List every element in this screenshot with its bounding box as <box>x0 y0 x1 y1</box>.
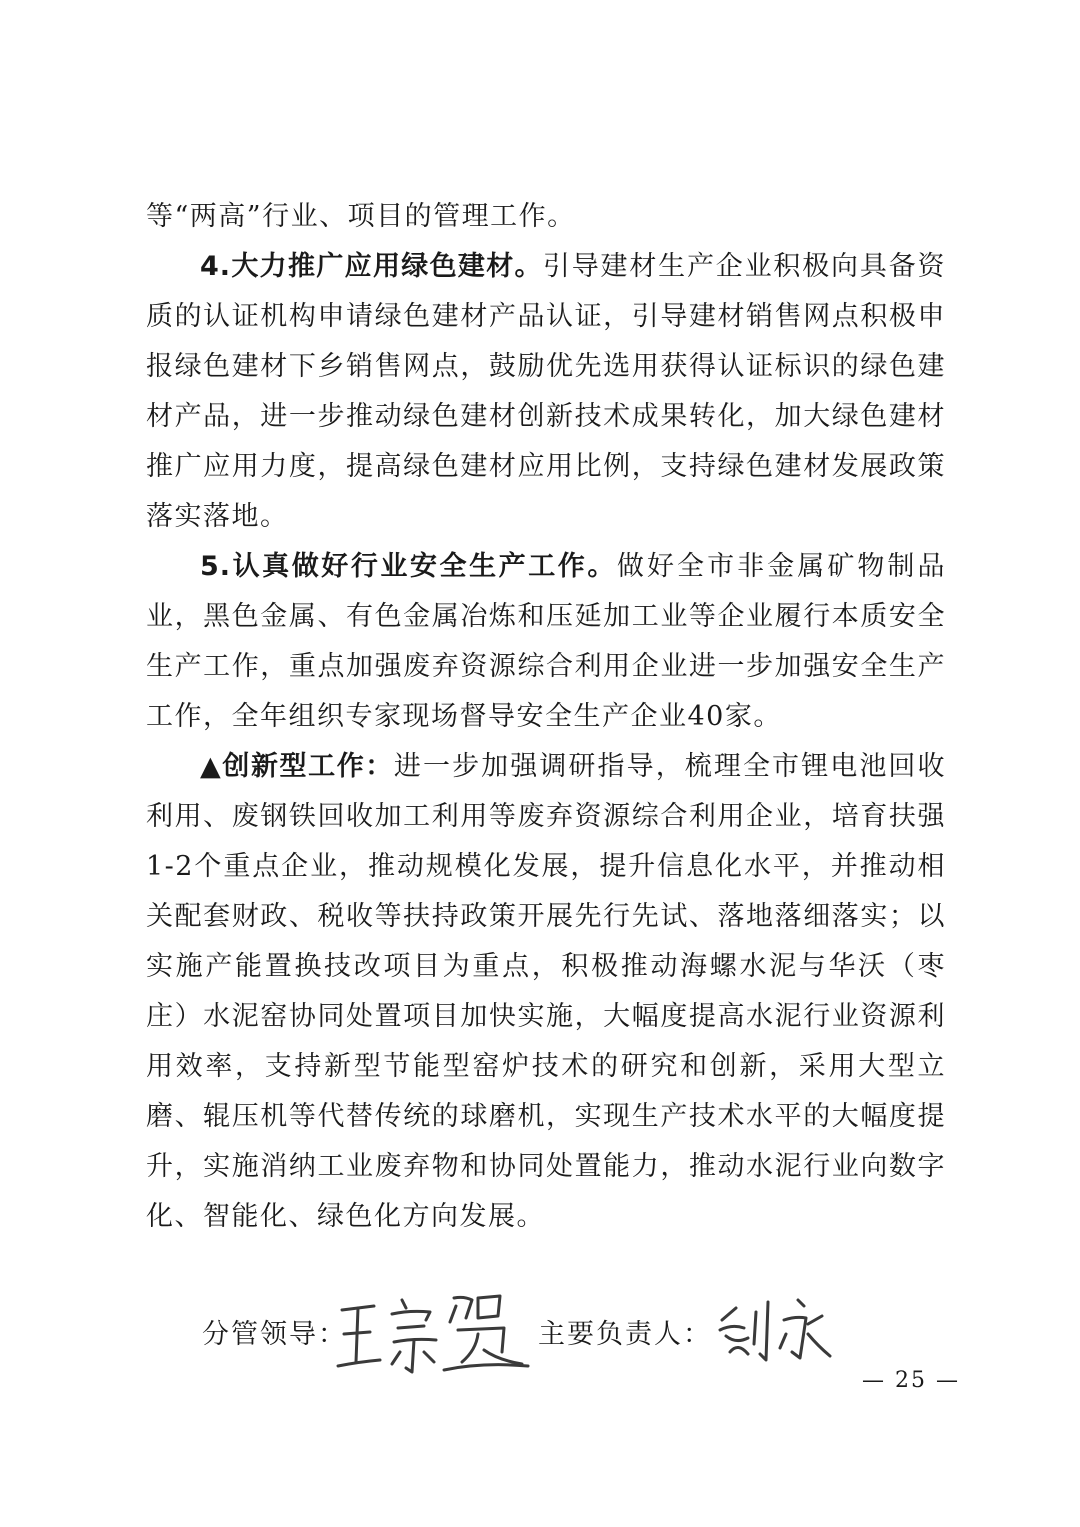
paragraph-text: 等“两高”行业、项目的管理工作。 <box>146 201 576 232</box>
paragraph-heading: 5.认真做好行业安全生产工作。 <box>200 551 617 582</box>
paragraph-heading: 4.大力推广应用绿色建材。 <box>200 251 543 282</box>
paragraph-heading: ▲创新型工作： <box>200 751 394 782</box>
paragraph-continuation <box>146 192 946 242</box>
paragraph-green-building-materials <box>146 242 946 542</box>
paragraph-text: 引导建材生产企业积极向具备资质的认证机构申请绿色建材产品认证，引导建材销售网点积极申报绿色建材下乡销售网点，鼓励优先选用获得认证标识的绿色建材产品，进一步推动绿色建材创新技术成果转化，加大绿色建材推广应用力度，提高绿色建材应用比例，支持绿色建材发展政策落实落地。 <box>146 251 947 532</box>
lead-label: 分管领导： <box>202 1319 347 1350</box>
lead-signature-image <box>332 1290 532 1380</box>
paragraph-text: 进一步加强调研指导，梳理全市锂电池回收利用、废钢铁回收加工利用等废弃资源综合利用企业，培育扶强1-2个重点企业，推动规模化发展，提升信息化水平，并推动相关配套财政、税收等扶持政策开展先行先试、落地落细落实；以实施产能置换技改项目为重点，积极推动海螺水泥与华沃（枣庄）水泥窑协同处置项目加快实施，大幅度提高水泥行业资源利用效率，支持新型节能型窑炉技术的研究和创新，采用大型立磨、辊压机等代替传统的球磨机，实现生产技术水平的大幅度提升，实施消纳工业废弃物和协同处置能力，推动水泥行业向数字化、智能化、绿色化方向发展。 <box>146 751 946 1232</box>
paragraph-innovative-work <box>146 742 946 1242</box>
paragraph-safety-production <box>146 542 946 742</box>
document-body <box>146 192 946 1242</box>
paragraph-text: 做好全市非金属矿物制品业，黑色金属、有色金属冶炼和压延加工业等企业履行本质安全生产工作，重点加强废弃资源综合利用企业进一步加强安全生产工作，全年组织专家现场督导安全生产企业40家。 <box>146 551 946 732</box>
page-number: — 25 — <box>862 1368 960 1393</box>
head-label: 主要负责人： <box>538 1319 712 1350</box>
head-signature-image <box>714 1294 834 1374</box>
signature-row <box>202 1290 962 1380</box>
